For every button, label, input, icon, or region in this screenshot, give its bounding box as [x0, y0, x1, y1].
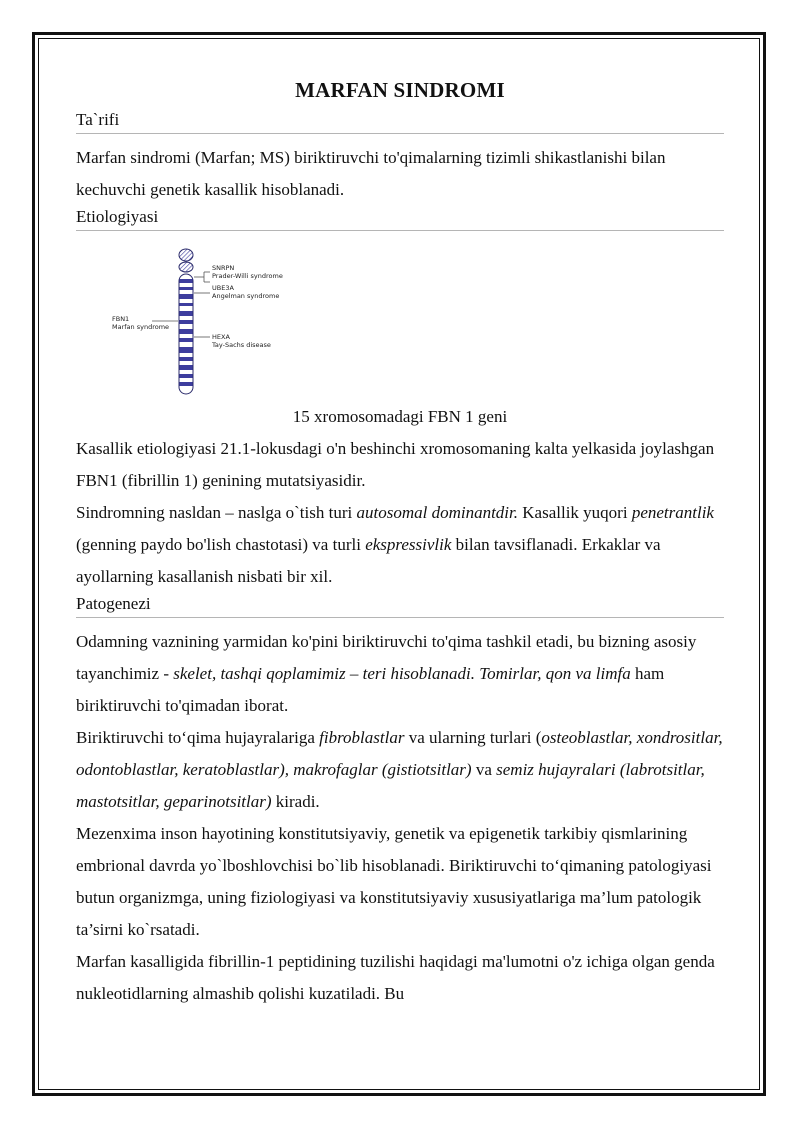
- italic-run: osteoblastlar, xondrositlar, odontoblastlar, keratoblastlar), makrofaglar (gistiotsitlar): [76, 728, 723, 779]
- section-heading-patogenezi: Patogenezi: [76, 593, 724, 618]
- paragraph-etiologiyasi-2: [76, 497, 724, 593]
- text-run: kiradi.: [271, 792, 320, 811]
- chromosome-figure: [76, 241, 724, 403]
- chromosome-bands: [180, 279, 193, 386]
- label-marfan-syndrome: Marfan syndrome: [112, 323, 170, 331]
- document-body: [76, 72, 724, 1010]
- paragraph-patogenezi-2: [76, 722, 724, 818]
- text-run: Sindromning nasldan – naslga o`tish turi: [76, 503, 357, 522]
- label-ube3a: UBE3A: [212, 284, 234, 292]
- text-run: va ularning turlari (: [404, 728, 542, 747]
- figure-caption: 15 xromosomadagi FBN 1 geni: [292, 407, 508, 426]
- label-prader-willi: Prader-Willi syndrome: [212, 272, 283, 280]
- text-run: Kasallik yuqori: [518, 503, 632, 522]
- label-snrpn: SNRPN: [212, 264, 235, 272]
- text-run: Odamning vaznining yarmidan ko'pini biriktiruvchi to'qima tashkil etadi, bu bizning asosiy tayanchimiz -: [76, 632, 697, 683]
- label-fbn1: FBN1: [112, 315, 130, 323]
- italic-run: skelet, tashqi qoplamimiz – teri hisoblanadi. Tomirlar, qon va limfa: [173, 664, 631, 683]
- text-run: bilan tavsiflanadi. Erkaklar va ayollarning kasallanish nisbati bir xil.: [76, 535, 661, 586]
- label-angelman: Angelman syndrome: [212, 292, 280, 300]
- text-run: ham biriktiruvchi to'qimadan iborat.: [76, 664, 665, 715]
- section-heading-etiologiyasi: Etiologiyasi: [76, 206, 724, 231]
- italic-run: penetrantlik: [631, 503, 714, 522]
- text-run: (genning paydo bo'lish chastotasi) va turli: [76, 535, 366, 554]
- italic-run: semiz hujayralari (labrotsitlar, mastotsitlar, geparinotsitlar): [76, 760, 705, 811]
- italic-run: ekspressivlik: [365, 535, 452, 554]
- paragraph-patogenezi-3: Mezenxima inson hayotining konstitutsiyaviy, genetik va epigenetik tarkibiy qismlarining embrional davrda yo`lboshlovchisi bo`lib hisoblanadi. Biriktiruvchi to‘qimaning patologiyasi butun organizmga, uning fiziologiyasi va konstitutsiyaviy xususiyatlariga ma’lum patologik ta’sirni ko`rsatadi.: [76, 824, 712, 939]
- label-tay-sachs: Tay-Sachs disease: [212, 341, 271, 349]
- section-heading-tarifi: Ta`rifi: [76, 109, 724, 134]
- label-hexa: HEXA: [212, 333, 230, 341]
- text-run: Biriktiruvchi to‘qima hujayralariga: [76, 728, 320, 747]
- italic-run: autosomal dominantdir.: [356, 503, 519, 522]
- chromosome-15-diagram: [76, 241, 336, 403]
- chromosome-short-arm: [179, 262, 193, 272]
- paragraph-etiologiyasi-1: Kasallik etiologiyasi 21.1-lokusdagi o'n beshinchi xromosomaning kalta yelkasida joylashgan FBN1 (fibrillin 1) genining mutatsiyasidir.: [76, 439, 715, 490]
- italic-run: fibroblastlar: [319, 728, 405, 747]
- chromosome-satellite: [179, 249, 193, 261]
- paragraph-patogenezi-1: [76, 626, 724, 722]
- document-title: MARFAN SINDROMI: [295, 78, 505, 102]
- paragraph-patogenezi-4: Marfan kasalligida fibrillin-1 peptidining tuzilishi haqidagi ma'lumotni o'z ichiga olgan genda nukleotidlarning almashib qolishi kuzatiladi. Bu: [76, 952, 715, 1003]
- text-run: va: [471, 760, 497, 779]
- paragraph-tarifi: Marfan sindromi (Marfan; MS) biriktiruvchi to'qimalarning tizimli shikastlanishi bilan kechuvchi genetik kasallik hisoblanadi.: [76, 148, 666, 199]
